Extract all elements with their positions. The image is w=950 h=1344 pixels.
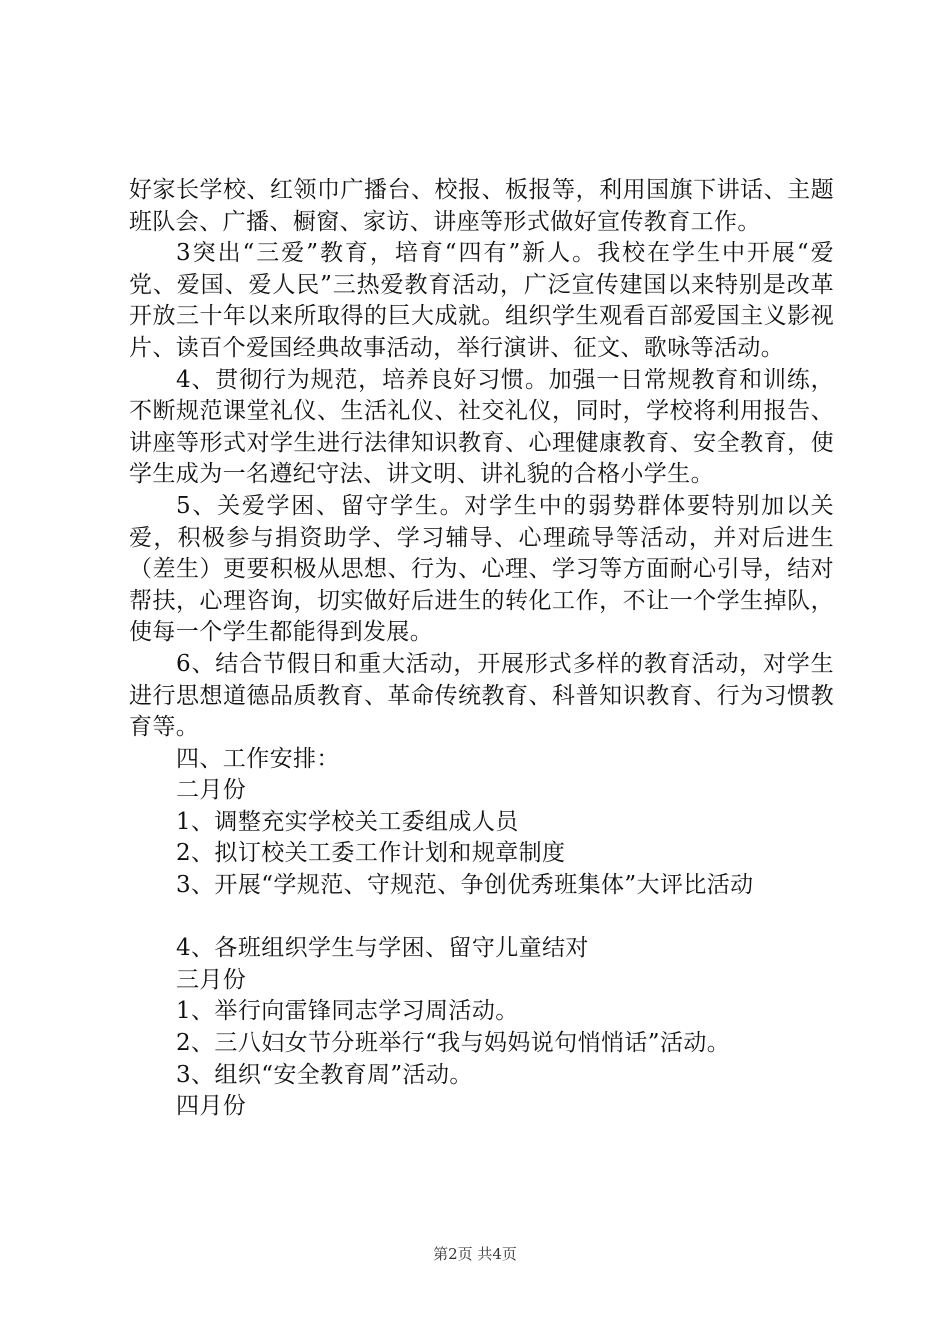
paragraph-three-loves: 3突出“三爱”教育，培育“四有”新人。我校在学生中开展“爱党、爱国、爱人民”三热爱教育活动，广泛宣传建国以来特别是改革开放三十年以来所取得的巨大成就。组织学生观看百部爱国主义影视片、读百个爱国经典故事活动，举行演讲、征文、歌咏等活动。	[129, 240, 834, 361]
list-item: 4、各班组织学生与学困、留守儿童结对	[176, 935, 589, 962]
list-item: 1、举行向雷锋同志学习周活动。	[176, 998, 519, 1025]
list-item: 3、组织“安全教育周”活动。	[176, 1061, 473, 1088]
paragraph-holiday-activities: 6、结合节假日和重大活动，开展形式多样的教育活动，对学生进行思想道德品质教育、革命传统教育、科普知识教育、行为习惯教育等。	[129, 650, 834, 741]
list-item: 1、调整充实学校关工委组成人员	[176, 808, 519, 835]
document-body	[129, 175, 834, 1123]
blank-line	[129, 902, 834, 934]
page-footer: 第2页 共4页	[433, 1245, 517, 1263]
list-item: 2、拟订校关工委工作计划和规章制度	[176, 840, 566, 867]
list-item: 3、开展“学规范、守规范、争创优秀班集体”大评比活动	[176, 872, 754, 899]
list-item: 2、三八妇女节分班举行“我与妈妈说句悄悄话”活动。	[176, 1030, 731, 1057]
month-title-mar: 三月份	[176, 966, 247, 993]
paragraph-care-students: 5、关爱学困、留守学生。对学生中的弱势群体要特别加以关爱，积极参与捐资助学、学习辅导、心理疏导等活动，并对后进生（差生）更要积极从思想、行为、心理、学习等方面耐心引导，结对帮扶，心理咨询，切实做好后进生的转化工作，不让一个学生掉队，使每一个学生都能得到发展。	[129, 492, 834, 646]
paragraph-behavior-norms: 4、贯彻行为规范，培养良好习惯。加强一日常规教育和训练，不断规范课堂礼仪、生活礼仪、社交礼仪，同时，学校将利用报告、讲座等形式对学生进行法律知识教育、心理健康教育、安全教育，使学生成为一名遵纪守法、讲文明、讲礼貌的合格小学生。	[129, 366, 834, 488]
paragraph-continued: 好家长学校、红领巾广播台、校报、板报等，利用国旗下讲话、主题班队会、广播、橱窗、家访、讲座等形式做好宣传教育工作。	[129, 177, 834, 235]
month-title-feb: 二月份	[176, 777, 247, 804]
section-heading: 四、工作安排：	[176, 745, 340, 772]
month-title-apr: 四月份	[176, 1093, 247, 1120]
